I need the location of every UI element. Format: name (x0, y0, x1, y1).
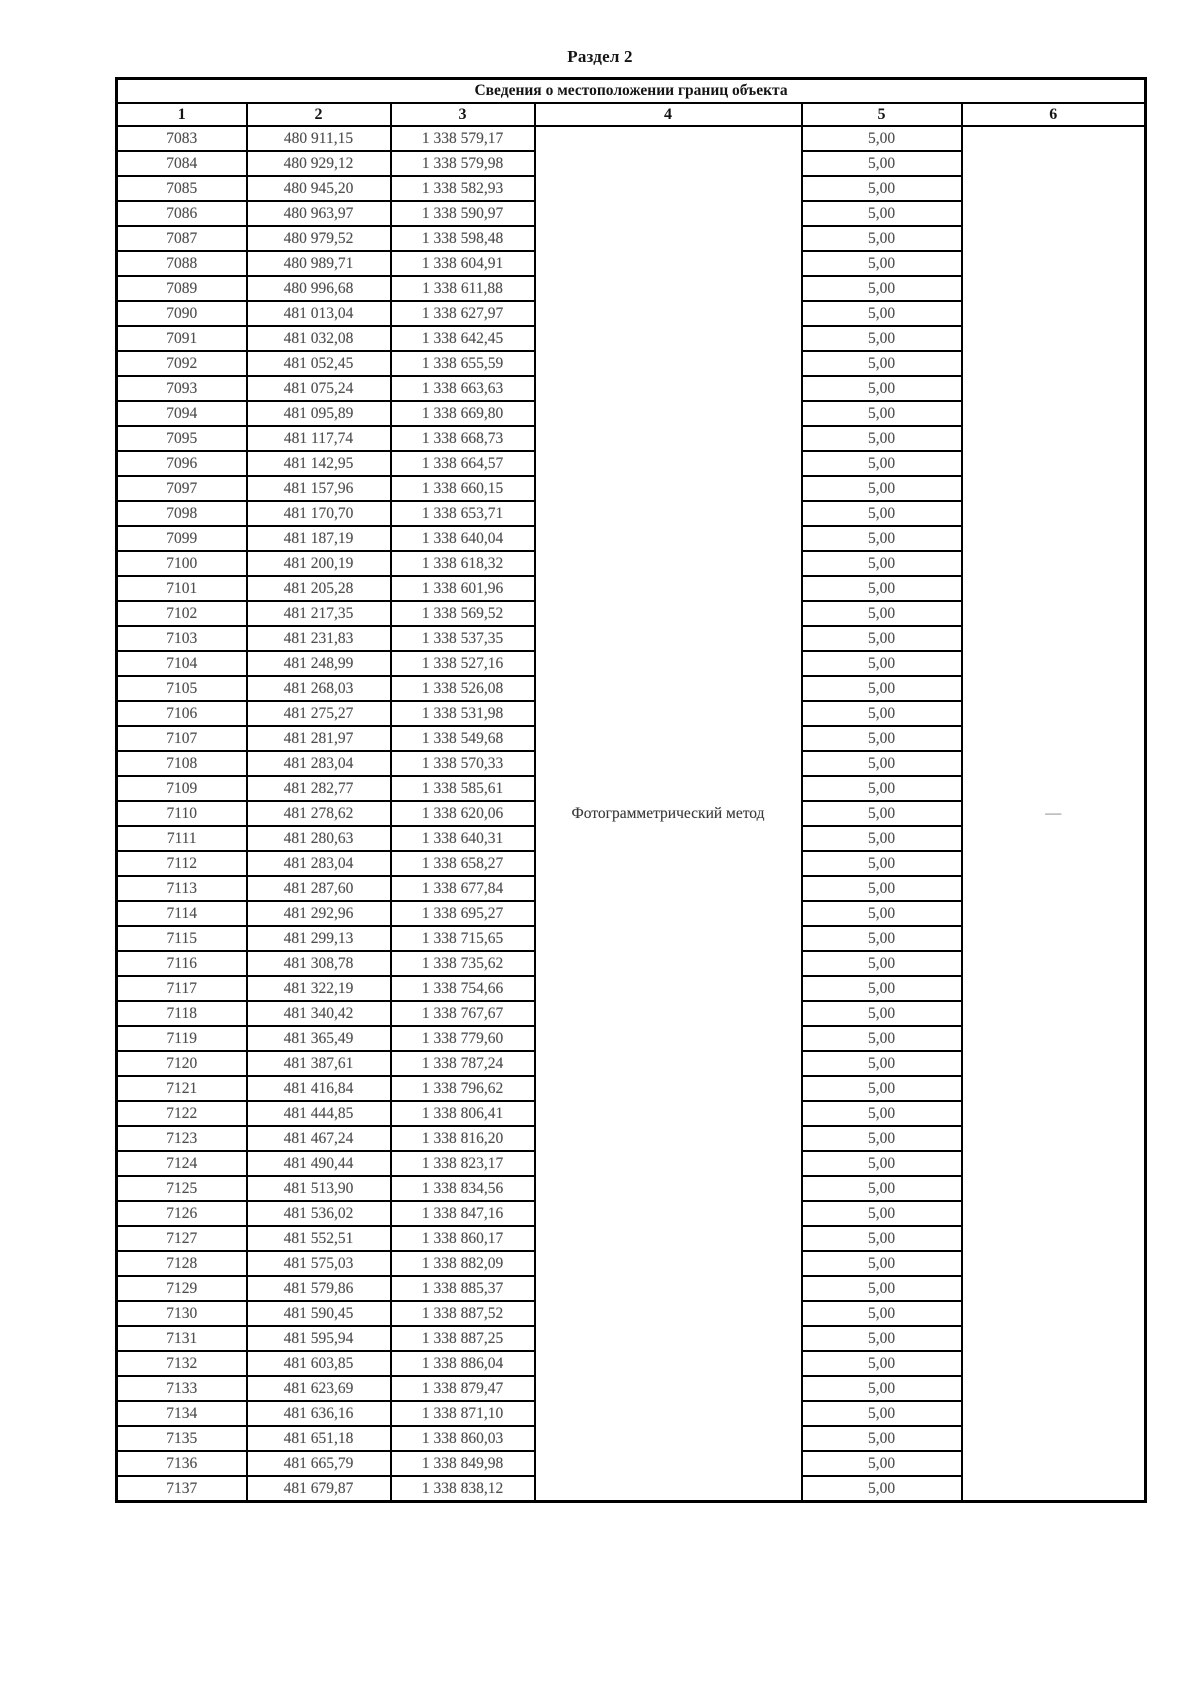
y-coordinate-cell: 1 338 604,91 (391, 251, 535, 276)
x-coordinate-cell: 481 575,03 (247, 1251, 391, 1276)
precision-cell: 5,00 (802, 851, 962, 876)
x-coordinate-cell: 481 217,35 (247, 601, 391, 626)
precision-cell: 5,00 (802, 726, 962, 751)
y-coordinate-cell: 1 338 806,41 (391, 1101, 535, 1126)
point-number-cell: 7101 (117, 576, 247, 601)
x-coordinate-cell: 481 283,04 (247, 751, 391, 776)
y-coordinate-cell: 1 338 860,03 (391, 1426, 535, 1451)
y-coordinate-cell: 1 338 640,04 (391, 526, 535, 551)
precision-cell: 5,00 (802, 1451, 962, 1476)
table-row (117, 126, 1146, 151)
y-coordinate-cell: 1 338 569,52 (391, 601, 535, 626)
point-number-cell: 7092 (117, 351, 247, 376)
precision-cell: 5,00 (802, 1051, 962, 1076)
x-coordinate-cell: 481 117,74 (247, 426, 391, 451)
y-coordinate-cell: 1 338 834,56 (391, 1176, 535, 1201)
point-number-cell: 7120 (117, 1051, 247, 1076)
point-number-cell: 7128 (117, 1251, 247, 1276)
point-number-cell: 7137 (117, 1476, 247, 1502)
point-number-cell: 7106 (117, 701, 247, 726)
x-coordinate-cell: 481 340,42 (247, 1001, 391, 1026)
point-number-cell: 7121 (117, 1076, 247, 1101)
y-coordinate-cell: 1 338 885,37 (391, 1276, 535, 1301)
point-number-cell: 7091 (117, 326, 247, 351)
precision-cell: 5,00 (802, 1151, 962, 1176)
point-number-cell: 7110 (117, 801, 247, 826)
point-number-cell: 7116 (117, 951, 247, 976)
point-number-cell: 7113 (117, 876, 247, 901)
y-coordinate-cell: 1 338 695,27 (391, 901, 535, 926)
x-coordinate-cell: 481 636,16 (247, 1401, 391, 1426)
y-coordinate-cell: 1 338 570,33 (391, 751, 535, 776)
boundary-table (115, 77, 1147, 1503)
y-coordinate-cell: 1 338 787,24 (391, 1051, 535, 1076)
precision-cell: 5,00 (802, 551, 962, 576)
y-coordinate-cell: 1 338 598,48 (391, 226, 535, 251)
x-coordinate-cell: 481 281,97 (247, 726, 391, 751)
precision-cell: 5,00 (802, 1126, 962, 1151)
precision-cell: 5,00 (802, 1076, 962, 1101)
x-coordinate-cell: 481 231,83 (247, 626, 391, 651)
precision-cell: 5,00 (802, 176, 962, 201)
x-coordinate-cell: 481 013,04 (247, 301, 391, 326)
x-coordinate-cell: 481 299,13 (247, 926, 391, 951)
x-coordinate-cell: 481 278,62 (247, 801, 391, 826)
point-number-cell: 7117 (117, 976, 247, 1001)
x-coordinate-cell: 481 490,44 (247, 1151, 391, 1176)
x-coordinate-cell: 481 282,77 (247, 776, 391, 801)
boundary-table-body (117, 126, 1146, 1502)
point-number-cell: 7087 (117, 226, 247, 251)
x-coordinate-cell: 481 200,19 (247, 551, 391, 576)
x-coordinate-cell: 481 095,89 (247, 401, 391, 426)
x-coordinate-cell: 481 248,99 (247, 651, 391, 676)
point-number-cell: 7103 (117, 626, 247, 651)
point-number-cell: 7088 (117, 251, 247, 276)
y-coordinate-cell: 1 338 658,27 (391, 851, 535, 876)
precision-cell: 5,00 (802, 651, 962, 676)
y-coordinate-cell: 1 338 715,65 (391, 926, 535, 951)
precision-cell: 5,00 (802, 401, 962, 426)
column-header-2: 2 (247, 103, 391, 126)
precision-cell: 5,00 (802, 1251, 962, 1276)
point-number-cell: 7085 (117, 176, 247, 201)
x-coordinate-cell: 481 651,18 (247, 1426, 391, 1451)
x-coordinate-cell: 481 308,78 (247, 951, 391, 976)
precision-cell: 5,00 (802, 576, 962, 601)
x-coordinate-cell: 481 665,79 (247, 1451, 391, 1476)
precision-cell: 5,00 (802, 1351, 962, 1376)
y-coordinate-cell: 1 338 847,16 (391, 1201, 535, 1226)
point-number-cell: 7109 (117, 776, 247, 801)
point-number-cell: 7130 (117, 1301, 247, 1326)
y-coordinate-cell: 1 338 549,68 (391, 726, 535, 751)
y-coordinate-cell: 1 338 886,04 (391, 1351, 535, 1376)
table-title: Сведения о местоположении границ объекта (117, 79, 1146, 104)
precision-cell: 5,00 (802, 476, 962, 501)
x-coordinate-cell: 481 536,02 (247, 1201, 391, 1226)
x-coordinate-cell: 481 387,61 (247, 1051, 391, 1076)
x-coordinate-cell: 481 275,27 (247, 701, 391, 726)
y-coordinate-cell: 1 338 640,31 (391, 826, 535, 851)
x-coordinate-cell: 481 268,03 (247, 676, 391, 701)
y-coordinate-cell: 1 338 579,98 (391, 151, 535, 176)
point-number-cell: 7089 (117, 276, 247, 301)
precision-cell: 5,00 (802, 1026, 962, 1051)
x-coordinate-cell: 480 929,12 (247, 151, 391, 176)
precision-cell: 5,00 (802, 226, 962, 251)
point-number-cell: 7107 (117, 726, 247, 751)
x-coordinate-cell: 481 579,86 (247, 1276, 391, 1301)
x-coordinate-cell: 481 032,08 (247, 326, 391, 351)
precision-cell: 5,00 (802, 1326, 962, 1351)
precision-cell: 5,00 (802, 1201, 962, 1226)
y-coordinate-cell: 1 338 527,16 (391, 651, 535, 676)
point-number-cell: 7083 (117, 126, 247, 151)
y-coordinate-cell: 1 338 579,17 (391, 126, 535, 151)
point-number-cell: 7114 (117, 901, 247, 926)
y-coordinate-cell: 1 338 664,57 (391, 451, 535, 476)
y-coordinate-cell: 1 338 531,98 (391, 701, 535, 726)
precision-cell: 5,00 (802, 976, 962, 1001)
point-number-cell: 7096 (117, 451, 247, 476)
column-header-6: 6 (962, 103, 1146, 126)
section-title: Раздел 2 (567, 47, 633, 66)
x-coordinate-cell: 481 283,04 (247, 851, 391, 876)
point-number-cell: 7102 (117, 601, 247, 626)
y-coordinate-cell: 1 338 618,32 (391, 551, 535, 576)
precision-cell: 5,00 (802, 326, 962, 351)
x-coordinate-cell: 481 205,28 (247, 576, 391, 601)
y-coordinate-cell: 1 338 767,67 (391, 1001, 535, 1026)
precision-cell: 5,00 (802, 1476, 962, 1502)
x-coordinate-cell: 481 365,49 (247, 1026, 391, 1051)
precision-cell: 5,00 (802, 601, 962, 626)
y-coordinate-cell: 1 338 779,60 (391, 1026, 535, 1051)
point-number-cell: 7127 (117, 1226, 247, 1251)
column-header-5: 5 (802, 103, 962, 126)
precision-cell: 5,00 (802, 776, 962, 801)
x-coordinate-cell: 481 142,95 (247, 451, 391, 476)
point-number-cell: 7098 (117, 501, 247, 526)
point-number-cell: 7131 (117, 1326, 247, 1351)
point-number-cell: 7126 (117, 1201, 247, 1226)
method-cell: Фотограмметрический метод (535, 126, 802, 1502)
x-coordinate-cell: 481 052,45 (247, 351, 391, 376)
precision-cell: 5,00 (802, 1401, 962, 1426)
x-coordinate-cell: 481 623,69 (247, 1376, 391, 1401)
y-coordinate-cell: 1 338 668,73 (391, 426, 535, 451)
x-coordinate-cell: 481 187,19 (247, 526, 391, 551)
precision-cell: 5,00 (802, 1376, 962, 1401)
y-coordinate-cell: 1 338 526,08 (391, 676, 535, 701)
precision-cell: 5,00 (802, 876, 962, 901)
x-coordinate-cell: 481 603,85 (247, 1351, 391, 1376)
y-coordinate-cell: 1 338 601,96 (391, 576, 535, 601)
y-coordinate-cell: 1 338 871,10 (391, 1401, 535, 1426)
x-coordinate-cell: 480 963,97 (247, 201, 391, 226)
y-coordinate-cell: 1 338 642,45 (391, 326, 535, 351)
point-number-cell: 7105 (117, 676, 247, 701)
x-coordinate-cell: 480 911,15 (247, 126, 391, 151)
precision-cell: 5,00 (802, 1101, 962, 1126)
y-coordinate-cell: 1 338 660,15 (391, 476, 535, 501)
x-coordinate-cell: 481 444,85 (247, 1101, 391, 1126)
point-number-cell: 7084 (117, 151, 247, 176)
precision-cell: 5,00 (802, 801, 962, 826)
x-coordinate-cell: 481 590,45 (247, 1301, 391, 1326)
precision-cell: 5,00 (802, 451, 962, 476)
point-number-cell: 7111 (117, 826, 247, 851)
point-number-cell: 7112 (117, 851, 247, 876)
y-coordinate-cell: 1 338 627,97 (391, 301, 535, 326)
precision-cell: 5,00 (802, 376, 962, 401)
y-coordinate-cell: 1 338 611,88 (391, 276, 535, 301)
x-coordinate-cell: 480 989,71 (247, 251, 391, 276)
precision-cell: 5,00 (802, 1226, 962, 1251)
precision-cell: 5,00 (802, 426, 962, 451)
y-coordinate-cell: 1 338 735,62 (391, 951, 535, 976)
precision-cell: 5,00 (802, 951, 962, 976)
precision-cell: 5,00 (802, 926, 962, 951)
point-number-cell: 7095 (117, 426, 247, 451)
y-coordinate-cell: 1 338 849,98 (391, 1451, 535, 1476)
precision-cell: 5,00 (802, 501, 962, 526)
precision-cell: 5,00 (802, 1426, 962, 1451)
column-header-4: 4 (535, 103, 802, 126)
x-coordinate-cell: 481 467,24 (247, 1126, 391, 1151)
point-number-cell: 7123 (117, 1126, 247, 1151)
point-number-cell: 7129 (117, 1276, 247, 1301)
x-coordinate-cell: 481 157,96 (247, 476, 391, 501)
point-number-cell: 7135 (117, 1426, 247, 1451)
y-coordinate-cell: 1 338 879,47 (391, 1376, 535, 1401)
y-coordinate-cell: 1 338 677,84 (391, 876, 535, 901)
x-coordinate-cell: 481 292,96 (247, 901, 391, 926)
precision-cell: 5,00 (802, 701, 962, 726)
precision-cell: 5,00 (802, 201, 962, 226)
precision-cell: 5,00 (802, 251, 962, 276)
point-number-cell: 7099 (117, 526, 247, 551)
precision-cell: 5,00 (802, 1176, 962, 1201)
precision-cell: 5,00 (802, 1276, 962, 1301)
precision-cell: 5,00 (802, 626, 962, 651)
precision-cell: 5,00 (802, 526, 962, 551)
x-coordinate-cell: 480 945,20 (247, 176, 391, 201)
y-coordinate-cell: 1 338 653,71 (391, 501, 535, 526)
point-number-cell: 7093 (117, 376, 247, 401)
point-number-cell: 7108 (117, 751, 247, 776)
point-number-cell: 7132 (117, 1351, 247, 1376)
precision-cell: 5,00 (802, 676, 962, 701)
y-coordinate-cell: 1 338 860,17 (391, 1226, 535, 1251)
x-coordinate-cell: 481 287,60 (247, 876, 391, 901)
y-coordinate-cell: 1 338 590,97 (391, 201, 535, 226)
x-coordinate-cell: 481 679,87 (247, 1476, 391, 1502)
x-coordinate-cell: 481 513,90 (247, 1176, 391, 1201)
point-number-cell: 7104 (117, 651, 247, 676)
y-coordinate-cell: 1 338 882,09 (391, 1251, 535, 1276)
precision-cell: 5,00 (802, 151, 962, 176)
x-coordinate-cell: 481 280,63 (247, 826, 391, 851)
point-number-cell: 7124 (117, 1151, 247, 1176)
x-coordinate-cell: 480 996,68 (247, 276, 391, 301)
column-header-3: 3 (391, 103, 535, 126)
precision-cell: 5,00 (802, 1301, 962, 1326)
point-number-cell: 7086 (117, 201, 247, 226)
y-coordinate-cell: 1 338 816,20 (391, 1126, 535, 1151)
x-coordinate-cell: 481 322,19 (247, 976, 391, 1001)
y-coordinate-cell: 1 338 620,06 (391, 801, 535, 826)
point-number-cell: 7090 (117, 301, 247, 326)
precision-cell: 5,00 (802, 126, 962, 151)
precision-cell: 5,00 (802, 351, 962, 376)
point-number-cell: 7125 (117, 1176, 247, 1201)
y-coordinate-cell: 1 338 796,62 (391, 1076, 535, 1101)
precision-cell: 5,00 (802, 751, 962, 776)
y-coordinate-cell: 1 338 669,80 (391, 401, 535, 426)
column-header-1: 1 (117, 103, 247, 126)
precision-cell: 5,00 (802, 901, 962, 926)
x-coordinate-cell: 481 170,70 (247, 501, 391, 526)
point-number-cell: 7136 (117, 1451, 247, 1476)
column-header-row (117, 103, 1146, 126)
table-title-row (117, 79, 1146, 104)
y-coordinate-cell: 1 338 838,12 (391, 1476, 535, 1502)
y-coordinate-cell: 1 338 754,66 (391, 976, 535, 1001)
point-number-cell: 7122 (117, 1101, 247, 1126)
x-coordinate-cell: 481 075,24 (247, 376, 391, 401)
y-coordinate-cell: 1 338 585,61 (391, 776, 535, 801)
empty-value-cell: — (962, 126, 1146, 1502)
point-number-cell: 7119 (117, 1026, 247, 1051)
point-number-cell: 7094 (117, 401, 247, 426)
y-coordinate-cell: 1 338 823,17 (391, 1151, 535, 1176)
precision-cell: 5,00 (802, 826, 962, 851)
x-coordinate-cell: 481 552,51 (247, 1226, 391, 1251)
y-coordinate-cell: 1 338 582,93 (391, 176, 535, 201)
point-number-cell: 7133 (117, 1376, 247, 1401)
y-coordinate-cell: 1 338 663,63 (391, 376, 535, 401)
point-number-cell: 7097 (117, 476, 247, 501)
y-coordinate-cell: 1 338 537,35 (391, 626, 535, 651)
point-number-cell: 7115 (117, 926, 247, 951)
precision-cell: 5,00 (802, 276, 962, 301)
x-coordinate-cell: 481 595,94 (247, 1326, 391, 1351)
y-coordinate-cell: 1 338 655,59 (391, 351, 535, 376)
point-number-cell: 7100 (117, 551, 247, 576)
precision-cell: 5,00 (802, 1001, 962, 1026)
point-number-cell: 7134 (117, 1401, 247, 1426)
x-coordinate-cell: 481 416,84 (247, 1076, 391, 1101)
y-coordinate-cell: 1 338 887,25 (391, 1326, 535, 1351)
point-number-cell: 7118 (117, 1001, 247, 1026)
x-coordinate-cell: 480 979,52 (247, 226, 391, 251)
y-coordinate-cell: 1 338 887,52 (391, 1301, 535, 1326)
precision-cell: 5,00 (802, 301, 962, 326)
